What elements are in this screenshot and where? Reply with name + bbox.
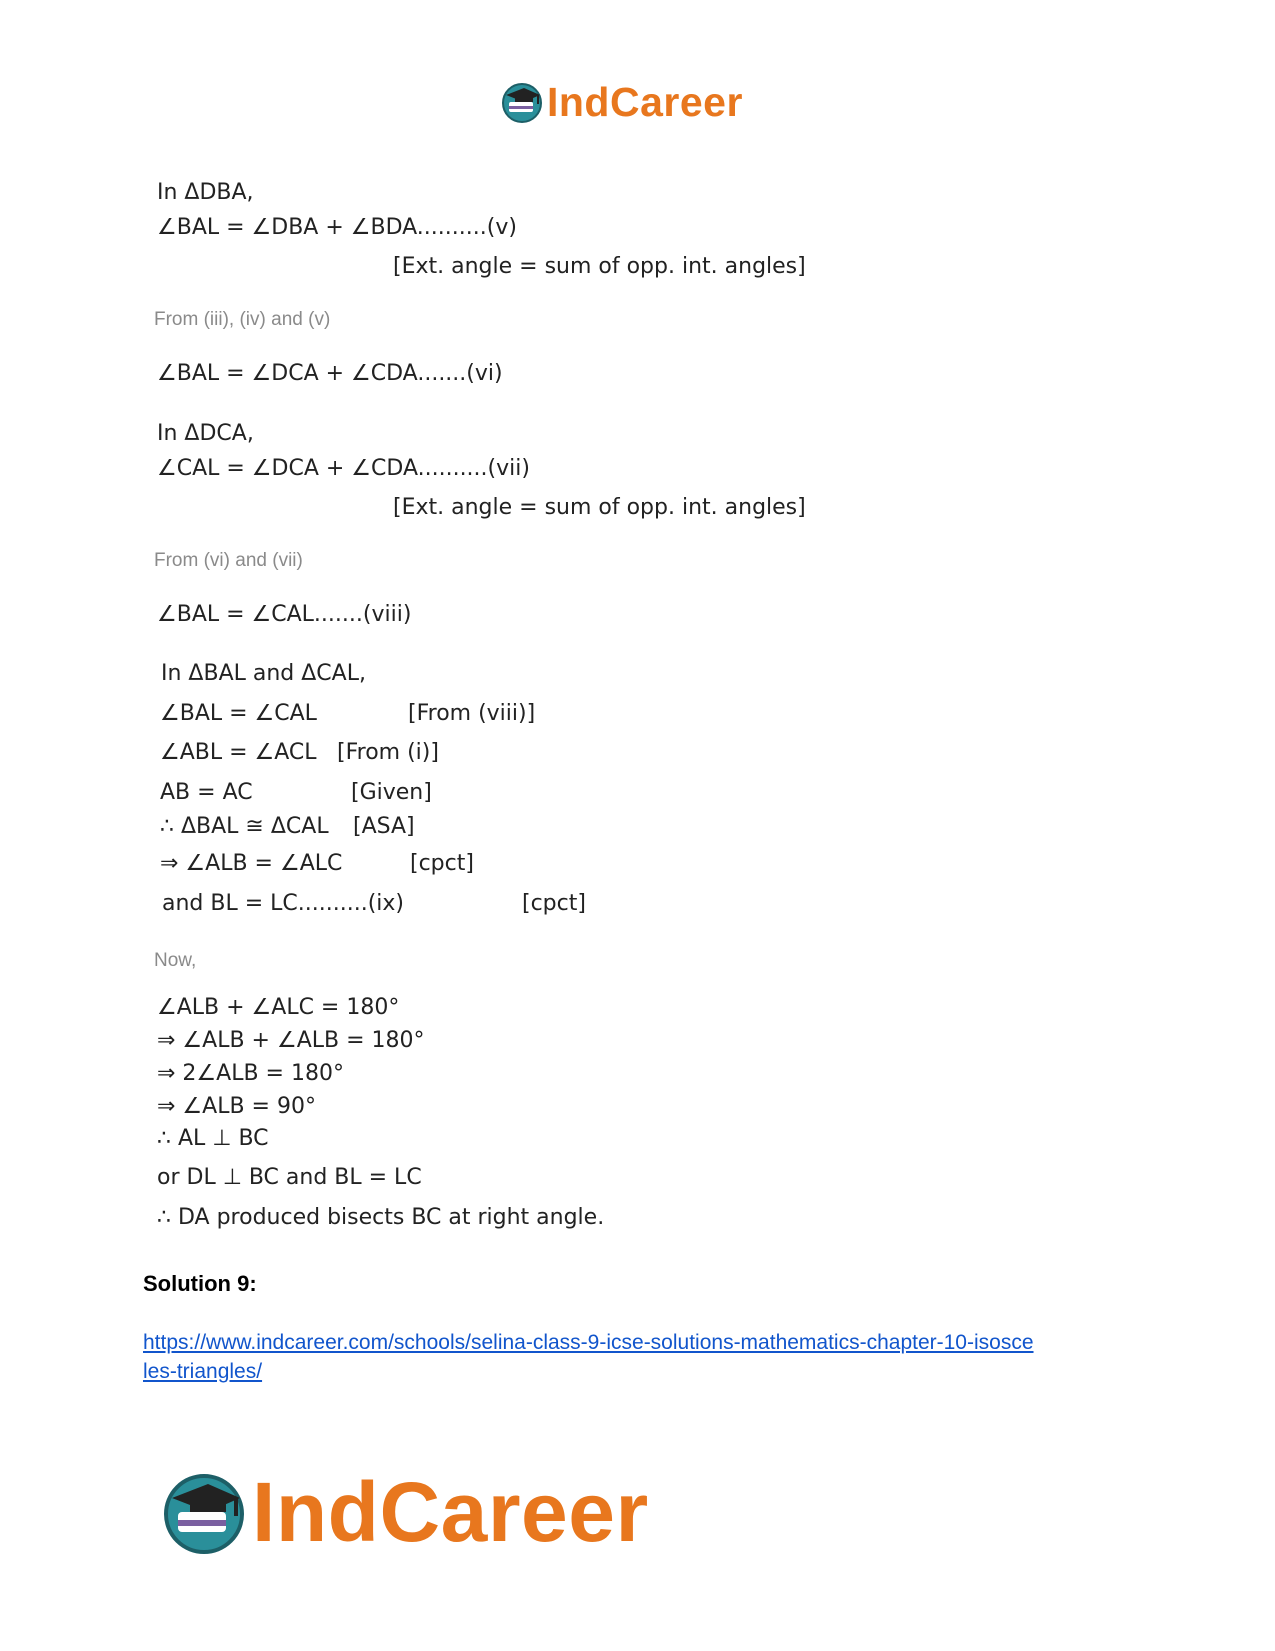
graduation-cap-globe-icon bbox=[160, 1468, 248, 1556]
equation-line: ∠BAL = ∠CAL bbox=[160, 701, 317, 726]
reason-line: [From (viii)] bbox=[408, 701, 536, 726]
graduation-cap-globe-icon bbox=[500, 80, 544, 124]
equation-line: and BL = LC..........(ix) bbox=[162, 891, 404, 916]
equation-line: ∴ AL ⊥ BC bbox=[157, 1126, 269, 1151]
equation-line: ⇒ ∠ALB = 90° bbox=[157, 1094, 316, 1119]
header-logo bbox=[500, 78, 743, 126]
equation-line: ∠BAL = ∠CAL.......(viii) bbox=[157, 602, 412, 627]
equation-line: ⇒ ∠ALB = ∠ALC bbox=[160, 851, 343, 876]
note-line: From (iii), (iv) and (v) bbox=[154, 309, 331, 330]
equation-line: ⇒ ∠ALB + ∠ALB = 180° bbox=[157, 1028, 425, 1053]
reason-line: [cpct] bbox=[522, 891, 586, 916]
solution-link[interactable]: https://www.indcareer.com/schools/selina-class-9-icse-solutions-mathematics-chapter-10-isosce bbox=[143, 1331, 1034, 1354]
logo-text: IndCareer bbox=[252, 1465, 649, 1559]
reason-line: [From (i)] bbox=[337, 740, 439, 765]
equation-line: ∠ABL = ∠ACL bbox=[160, 740, 317, 765]
reason-line: [cpct] bbox=[410, 851, 474, 876]
equation-line: ∠ALB + ∠ALC = 180° bbox=[157, 995, 400, 1020]
reason-line: [Given] bbox=[351, 780, 432, 805]
equation-line: ∠CAL = ∠DCA + ∠CDA..........(vii) bbox=[157, 456, 530, 481]
logo-text: IndCareer bbox=[547, 79, 743, 125]
equation-line: ∴ ΔBAL ≅ ΔCAL bbox=[160, 814, 329, 839]
equation-line: or DL ⊥ BC and BL = LC bbox=[157, 1165, 422, 1190]
footer-logo bbox=[160, 1466, 649, 1558]
text-line: In ΔBAL and ΔCAL, bbox=[161, 661, 366, 686]
equation-line: AB = AC bbox=[160, 780, 253, 805]
note-line: From (vi) and (vii) bbox=[154, 550, 303, 571]
note-line: Now, bbox=[154, 950, 197, 971]
text-line: In ΔDBA, bbox=[157, 180, 254, 205]
solution-link-continued[interactable]: les-triangles/ bbox=[143, 1360, 263, 1383]
text-line: In ΔDCA, bbox=[157, 421, 254, 446]
reason-line: [ASA] bbox=[353, 814, 415, 839]
reason-line: [Ext. angle = sum of opp. int. angles] bbox=[393, 495, 806, 520]
equation-line: ⇒ 2∠ALB = 180° bbox=[157, 1061, 344, 1086]
reason-line: [Ext. angle = sum of opp. int. angles] bbox=[393, 254, 806, 279]
equation-line: ∠BAL = ∠DBA + ∠BDA..........(v) bbox=[157, 215, 517, 240]
equation-line: ∠BAL = ∠DCA + ∠CDA.......(vi) bbox=[157, 361, 503, 386]
solution-heading: Solution 9: bbox=[143, 1271, 257, 1296]
conclusion-line: ∴ DA produced bisects BC at right angle. bbox=[157, 1205, 605, 1230]
